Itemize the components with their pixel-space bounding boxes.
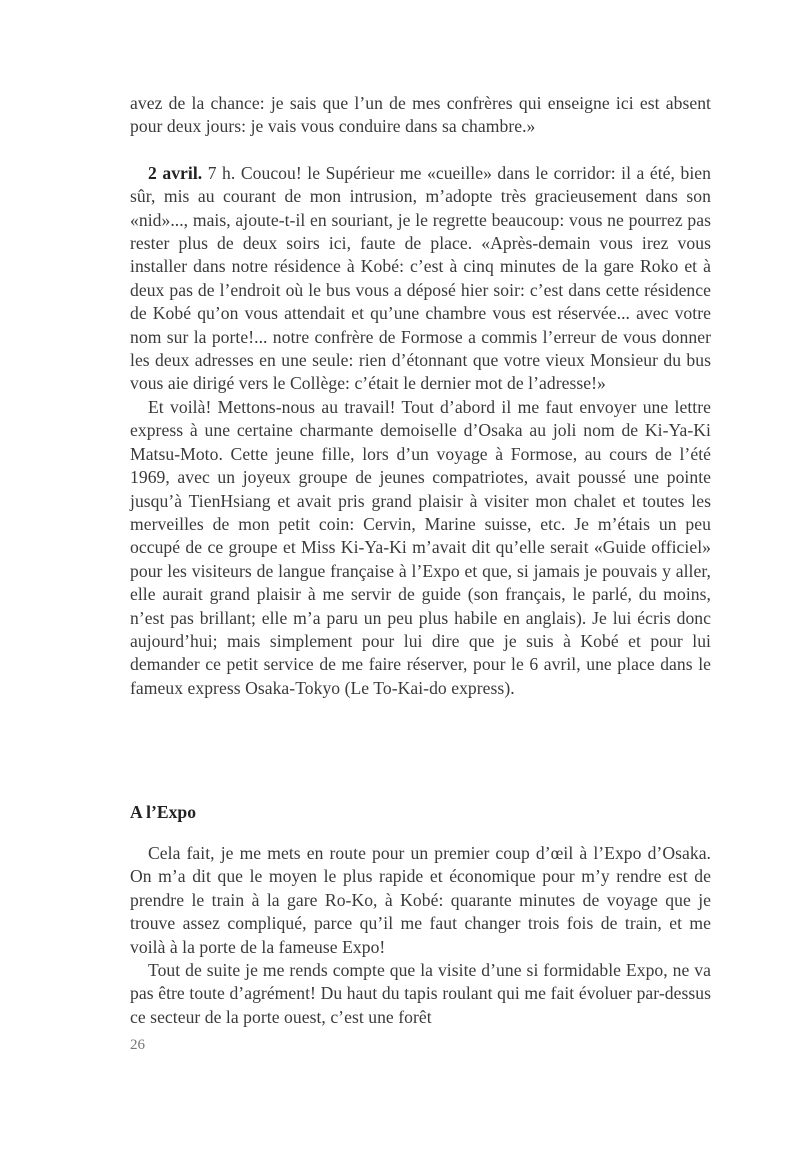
page-number: 26 xyxy=(130,1037,145,1053)
section-heading: A l’Expo xyxy=(130,802,196,822)
paragraph: Cela fait, je me mets en route pour un premier coup d’œil à l’Expo d’Osaka. On m’a dit que le moyen le plus rapide et économique pour m’y rendre est de prendre le train à la gare Ro-Ko, à Kobé: quarante minutes de voyage que je trouve assez compliqué, parce qu’il me faut changer trois fois de train, et me voilà à la porte de la fameuse Expo! xyxy=(130,843,711,957)
paragraph-dated-entry xyxy=(130,162,711,396)
entry-date: 2 avril. xyxy=(148,162,203,183)
body-text-bottom xyxy=(130,842,711,1029)
entry-text: 7 h. Coucou! le Supérieur me «cueille» dans le corridor: il a été, bien sûr, mis au courant de mon intrusion, m’adopte très gracieusement dans son «nid»..., mais, ajoute-t-il en souriant, je le regrette beaucoup: vous ne pourrez pas rester plus de deux soirs ici, faute de place. «Après-demain vous irez vous installer dans notre résidence à Kobé: c’est à cinq minutes de la gare Roko et à deux pas de l’endroit où le bus vous a déposé hier soir: c’est dans cette résidence de Kobé qu’on vous attendait et qu’une chambre vous est réservée... avec votre nom sur la porte!... notre confrère de Formose a commis l’erreur de vous donner les deux adresses en une seule: rien d’étonnant que votre vieux Monsieur du bus vous aie dirigé vers le Collège: c’était le dernier mot de l’adresse!» xyxy=(130,162,711,394)
paragraph: avez de la chance: je sais que l’un de mes confrères qui enseigne ici est absent pour deux jours: je vais vous conduire dans sa chambre.» xyxy=(130,93,711,137)
paragraph: Tout de suite je me rends compte que la visite d’une si formidable Expo, ne va pas être toute d’agrément! Du haut du tapis roulant qui me fait évoluer par-dessus ce secteur de la porte ouest, c’est une forêt xyxy=(130,960,711,1027)
body-text-top xyxy=(130,92,711,700)
paragraph: Et voilà! Mettons-nous au travail! Tout d’abord il me faut envoyer une lettre express à une certaine charmante demoiselle d’Osaka au joli nom de Ki-Ya-Ki Matsu-Moto. Cette jeune fille, lors d’un voyage à Formose, au cours de l’été 1969, avec un joyeux groupe de jeunes compatriotes, avait poussé une pointe jusqu’à TienHsiang et avait pris grand plaisir à visiter mon chalet et toutes les merveilles de mon petit coin: Cervin, Marine suisse, etc. Je m’étais un peu occupé de ce groupe et Miss Ki-Ya-Ki m’avait dit qu’elle serait «Guide officiel» pour les visiteurs de langue française à l’Expo et que, si jamais je pouvais y aller, elle aurait grand plaisir à me servir de guide (son français, le parlé, du moins, n’est pas brillant; elle m’a paru un peu plus habile en anglais). Je lui écris donc aujourd’hui; mais simplement pour lui dire que je suis à Kobé et pour lui demander ce petit service de me faire réserver, pour le 6 avril, une place dans le fameux express Osaka-Tokyo (Le To-Kai-do express). xyxy=(130,396,711,698)
